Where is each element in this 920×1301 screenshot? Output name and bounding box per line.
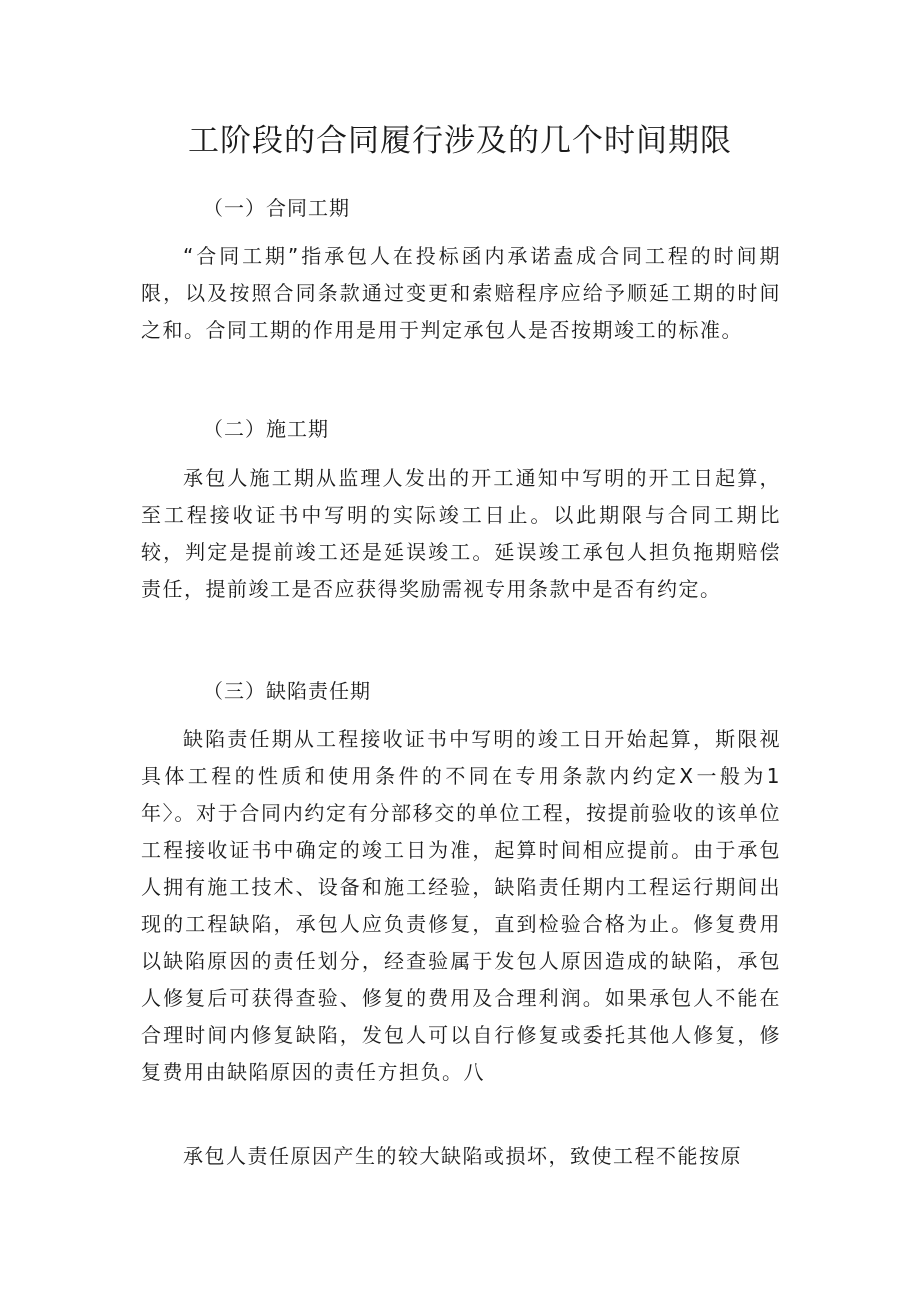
section-body-defect-liability-continued: 承包人责任原因产生的较大缺陷或损坏，致使工程不能按原 xyxy=(183,1144,742,1168)
section-body-contract-period: “合同工期”指承包人在投标函内承诺盍成合同工程的时间期限，以及按照合同条款通过变更和索赔程序应给予顺延工期的时间之和。合同工期的作用是用于判定承包人是否按期竣工的标准。 xyxy=(141,244,781,342)
section-heading-defect-liability-period: （三）缺陷责任期 xyxy=(203,679,371,703)
section-body-defect-liability-period: 缺陷责任期从工程接收证书中写明的竣工日开始起算，斯限视具体工程的性质和使用条件的不同在专用条款内约定X一般为1年〉。对于合同内约定有分部移交的单位工程，按提前验收的该单位工程接收证书中确定的竣工日为准，起算时间相应提前。由于承包人拥有施工技术、设备和施工经验，缺陷责任期内工程运行期间出现的工程缺陷，承包人应负责修复，直到检验合格为止。修复费用以缺陷原因的责任划分，经查验属于发包人原因造成的缺陷，承包人修复后可获得查验、修复的费用及合理利润。如果承包人不能在合理时间内修复缺陷，发包人可以自行修复或委托其他人修复，修复费用由缺陷原因的责任方担负。八 xyxy=(141,727,781,1084)
section-heading-construction-period: （二）施工期 xyxy=(203,417,329,441)
section-heading-contract-period: （一）合同工期 xyxy=(203,196,350,220)
section-body-construction-period: 承包人施工期从监理人发出的开工通知中写明的开工日起算，至工程接收证书中写明的实际竣工日止。以此期限与合同工期比较，判定是提前竣工还是延误竣工。延误竣工承包人担负拖期赔偿责任，提前竣工是否应获得奖励需视专用条款中是否有约定。 xyxy=(141,466,781,601)
document-title: 工阶段的合同履行涉及的几个时间期限 xyxy=(188,123,732,159)
